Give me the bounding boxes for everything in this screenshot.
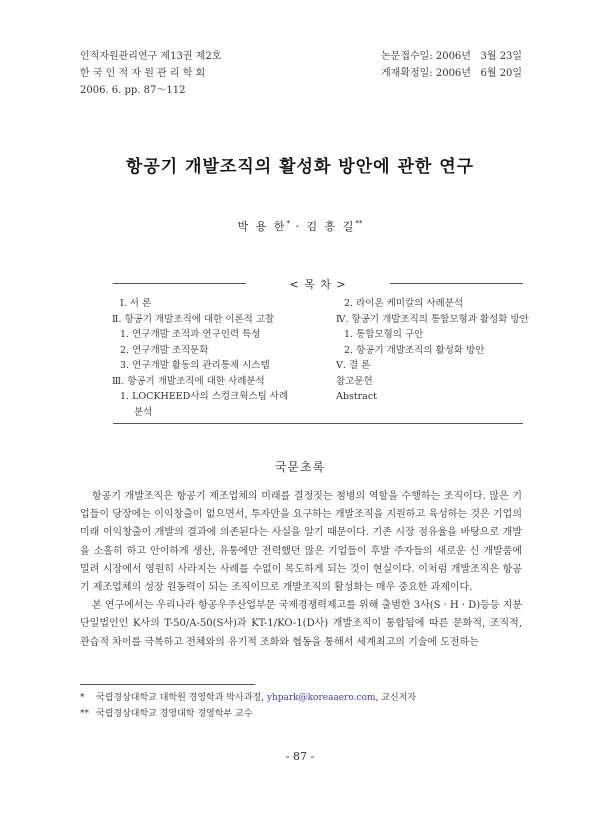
toc-entry: Ⅳ. 항공기 개발조직의 통합모형과 활성화 방안 (336, 313, 529, 325)
footnote-mark: * (80, 693, 85, 703)
toc-entry: Abstract (336, 391, 377, 402)
toc-column-right (336, 296, 529, 405)
issue-pages: 2006. 6. pp. 87～112 (80, 85, 186, 96)
toc-column-left (112, 296, 317, 420)
author-separator: · (290, 220, 307, 233)
toc-entry: Ⅱ. 항공기 개발조직에 대한 이론적 고찰 (112, 313, 275, 325)
email-link[interactable]: yhpark@koreaaero.com (266, 693, 376, 703)
paragraph: 본 연구에서는 우리나라 항공우주산업부문 국제경쟁력제고를 위해 출범한 3사(S · H · D)등등 지분 단일법인인 K사의 T-50/A-50(S사)과 KT-1/KO-1(D사) 개발조직이 통합됨에 따른 문화적, 조직적, 관습적 차이를 극복하고 전체와의 유기적 조화와 협동을 통해서 세계최고의 기술에 도전하는 (80, 600, 523, 648)
footnote-rule (80, 684, 255, 685)
toc-entry: 2. 연구개발 조직문화 (120, 344, 209, 356)
toc-heading: < 목 차 > (289, 278, 347, 291)
journal-info (80, 48, 221, 99)
society-name: 한 국 인 적 자 원 관 리 학 회 (80, 68, 206, 79)
page-number: - 87 - (285, 750, 315, 763)
toc-entry: Ⅲ. 항공기 개발조직에 대한 사례분석 (112, 375, 265, 387)
abstract-body (80, 488, 522, 652)
author-name: 박 용 한 (237, 220, 287, 233)
journal-name: 인적자원관리연구 제13권 제2호 (80, 51, 222, 62)
accepted-date: 게재확정일: 2006년 6월 20일 (381, 68, 523, 79)
submission-dates (381, 48, 522, 82)
paragraph: 항공기 개발조직은 항공기 제조업체의 미래를 결정짓는 첨병의 역할을 수행하는 조직이다. 많은 기업들이 당장에는 이익창출이 없으면서, 투자만을 요구하는 개발조직을 지원하고 육성하는 것은 기업의 미래 이익창출이 개발의 결과에 의존된다는 사실을 알기 때문이다. 기존 시장 점유율을 바탕으로 개발을 소홀히 하고 안이하게 생산, 유통에만 전력했던 많은 기업들이 후발 주자들의 새로운 신 개발품에 밀려 시장에서 영원히 사라지는 사례를 수없이 목도하게 되는 것이 현실이다. 이처럼 개발조직은 항공기 제조업체의 성장 원동력이 되는 조직이므로 개발조직의 활성화는 매우 중요한 과제이다. (80, 491, 522, 594)
toc-entry: 1. 통합모형의 구안 (344, 329, 424, 340)
toc-entry: 3. 연구개발 활동의 관리통제 시스템 (120, 360, 270, 371)
footnote (80, 690, 416, 706)
toc-entry: 분석 (134, 406, 153, 418)
footnote (80, 706, 416, 722)
author-mark: * (286, 219, 290, 228)
author-name: 김 흥 길 (306, 220, 356, 233)
toc-entry: 참고문헌 (336, 375, 373, 387)
footnotes (80, 690, 416, 722)
toc-entry: 2. 항공기 개발조직의 활성화 방안 (344, 344, 485, 356)
author-line (0, 218, 600, 234)
footnote-text: , 교신저자 (375, 693, 417, 703)
toc-entry: 2. 라이온 케미칼의 사례분석 (344, 298, 464, 309)
footnote-text: 국립경상대학교 대학원 경영학과 박사과정, (96, 693, 267, 703)
author-mark: ** (355, 219, 363, 228)
paper-title: 항공기 개발조직의 활성화 방안에 관한 연구 (125, 157, 475, 177)
toc-entry: Ⅰ. 서 론 (120, 298, 152, 309)
footnote-mark: ** (80, 709, 89, 719)
footnote-text: 국립경상대학교 경영대학 경영학부 교수 (96, 709, 253, 719)
received-date: 논문접수일: 2006년 3월 23일 (381, 51, 523, 62)
toc-entry: Ⅴ. 결 론 (336, 360, 371, 371)
toc-entry: 1. 연구개발 조직과 연구인력 특성 (120, 329, 261, 340)
toc-entry: 1. LOCKHEED사의 스컹크웍스팀 사례 (120, 391, 289, 402)
abstract-heading: 국문초록 (274, 460, 326, 474)
